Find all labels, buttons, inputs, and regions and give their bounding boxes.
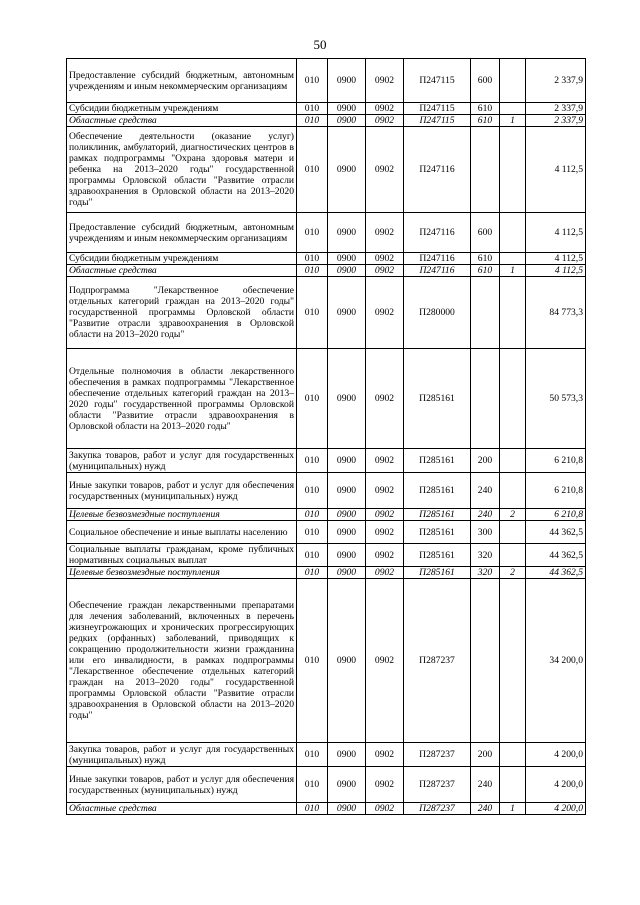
- table-row: [67, 579, 586, 743]
- table-row: [67, 127, 586, 213]
- table-row: [67, 449, 586, 473]
- row-ministry-code: 010: [297, 349, 328, 449]
- row-amount: 4 200,0: [526, 743, 586, 767]
- table-row: [67, 567, 586, 579]
- row-section-code: 0900: [328, 115, 366, 127]
- table-row: [67, 253, 586, 265]
- table-row: [67, 115, 586, 127]
- row-amount: 4 112,5: [526, 213, 586, 253]
- table-body: [67, 59, 586, 815]
- row-section-code: 0900: [328, 579, 366, 743]
- row-subsection-code: 0902: [366, 265, 404, 277]
- row-description: Субсидии бюджетным учреждениям: [67, 253, 297, 265]
- row-subsection-code: 0902: [366, 579, 404, 743]
- table-row: [67, 103, 586, 115]
- row-subsection-code: 0902: [366, 59, 404, 103]
- row-ministry-code: 010: [297, 544, 328, 567]
- row-amount: 6 210,8: [526, 509, 586, 521]
- row-description: Целевые безвозмездные поступления: [67, 509, 297, 521]
- row-funding-source-code: [500, 59, 526, 103]
- row-subsection-code: 0902: [366, 509, 404, 521]
- row-subsection-code: 0902: [366, 743, 404, 767]
- row-amount: 34 200,0: [526, 579, 586, 743]
- row-amount: 4 200,0: [526, 767, 586, 803]
- row-section-code: 0900: [328, 213, 366, 253]
- row-ministry-code: 010: [297, 509, 328, 521]
- budget-table: [66, 58, 586, 815]
- row-expense-type-code: 200: [471, 449, 500, 473]
- row-section-code: 0900: [328, 253, 366, 265]
- row-expense-type-code: 200: [471, 743, 500, 767]
- row-expense-type-code: 610: [471, 253, 500, 265]
- row-subsection-code: 0902: [366, 521, 404, 544]
- table-row: [67, 509, 586, 521]
- row-ministry-code: 010: [297, 127, 328, 213]
- row-ministry-code: 010: [297, 743, 328, 767]
- row-subsection-code: 0902: [366, 127, 404, 213]
- row-section-code: 0900: [328, 277, 366, 349]
- row-section-code: 0900: [328, 743, 366, 767]
- row-expense-type-code: [471, 349, 500, 449]
- row-expense-type-code: 610: [471, 103, 500, 115]
- row-section-code: 0900: [328, 59, 366, 103]
- row-expense-type-code: 600: [471, 213, 500, 253]
- row-subsection-code: 0902: [366, 103, 404, 115]
- table-row: [67, 349, 586, 449]
- row-expense-type-code: 240: [471, 803, 500, 815]
- row-expense-type-code: 240: [471, 767, 500, 803]
- row-target-item-code: П287237: [404, 803, 471, 815]
- row-section-code: 0900: [328, 803, 366, 815]
- row-description: Обеспечение граждан лекарственными препаратами для лечения заболеваний, включенных в перечень жизнеугрожающих и хронических прогрессирующих редких (орфанных) заболеваний, приводящих к сокращению продолжительности жизни гражданина или его инвалидности, в рамках подпрограммы "Лекарственное обеспечение отдельных категорий граждан на 2013–2020 годы" государственной программы Орловской области "Развитие отрасли здравоохранения в Орловской области на 2013–2020 годы": [67, 579, 297, 743]
- row-amount: 4 112,5: [526, 265, 586, 277]
- row-ministry-code: 010: [297, 213, 328, 253]
- table-row: [67, 277, 586, 349]
- row-description: Областные средства: [67, 803, 297, 815]
- row-amount: 44 362,5: [526, 567, 586, 579]
- row-amount: 2 337,9: [526, 115, 586, 127]
- row-funding-source-code: [500, 579, 526, 743]
- row-ministry-code: 010: [297, 567, 328, 579]
- row-expense-type-code: 610: [471, 265, 500, 277]
- row-section-code: 0900: [328, 509, 366, 521]
- row-target-item-code: П247116: [404, 253, 471, 265]
- row-amount: 44 362,5: [526, 544, 586, 567]
- row-target-item-code: П247116: [404, 265, 471, 277]
- row-expense-type-code: 240: [471, 509, 500, 521]
- row-target-item-code: П287237: [404, 743, 471, 767]
- row-subsection-code: 0902: [366, 253, 404, 265]
- row-amount: 4 112,5: [526, 127, 586, 213]
- row-description: Обеспечение деятельности (оказание услуг) поликлиник, амбулаторий, диагностических центров в рамках подпрограммы "Охрана здоровья матери и ребенка на 2013–2020 годы" государственной программы Орловской области "Развитие отрасли здравоохранения в Орловской области на 2013–2020 годы": [67, 127, 297, 213]
- row-target-item-code: П247116: [404, 127, 471, 213]
- row-expense-type-code: [471, 579, 500, 743]
- row-subsection-code: 0902: [366, 767, 404, 803]
- row-target-item-code: П285161: [404, 449, 471, 473]
- row-description: Областные средства: [67, 115, 297, 127]
- row-description: Областные средства: [67, 265, 297, 277]
- table-row: [67, 544, 586, 567]
- row-description: Иные закупки товаров, работ и услуг для обеспечения государственных (муниципальных) нужд: [67, 473, 297, 509]
- row-section-code: 0900: [328, 449, 366, 473]
- row-funding-source-code: [500, 743, 526, 767]
- table-row: [67, 265, 586, 277]
- row-subsection-code: 0902: [366, 544, 404, 567]
- row-ministry-code: 010: [297, 767, 328, 803]
- row-expense-type-code: 320: [471, 567, 500, 579]
- row-expense-type-code: 600: [471, 59, 500, 103]
- row-ministry-code: 010: [297, 803, 328, 815]
- table-row: [67, 213, 586, 253]
- row-description: Отдельные полномочия в области лекарственного обеспечения в рамках подпрограммы "Лекарственное обеспечение отдельных категорий граждан на 2013–2020 годы" государственной программы Орловской области "Развитие отрасли здравоохранения в Орловской области на 2013–2020 годы": [67, 349, 297, 449]
- row-amount: 84 773,3: [526, 277, 586, 349]
- row-subsection-code: 0902: [366, 473, 404, 509]
- row-section-code: 0900: [328, 265, 366, 277]
- row-amount: 44 362,5: [526, 521, 586, 544]
- row-expense-type-code: [471, 277, 500, 349]
- row-funding-source-code: [500, 253, 526, 265]
- row-description: Закупка товаров, работ и услуг для государственных (муниципальных) нужд: [67, 449, 297, 473]
- row-target-item-code: П285161: [404, 544, 471, 567]
- table-row: [67, 59, 586, 103]
- row-funding-source-code: [500, 127, 526, 213]
- row-subsection-code: 0902: [366, 803, 404, 815]
- row-description: Социальные выплаты гражданам, кроме публичных нормативных социальных выплат: [67, 544, 297, 567]
- row-ministry-code: 010: [297, 449, 328, 473]
- row-expense-type-code: 610: [471, 115, 500, 127]
- table-row: [67, 803, 586, 815]
- row-description: Подпрограмма "Лекарственное обеспечение отдельных категорий граждан на 2013–2020 годы" государственной программы Орловской области "Развитие отрасли здравоохранения в Орловской области на 2013–2020 годы": [67, 277, 297, 349]
- row-description: Предоставление субсидий бюджетным, автономным учреждениям и иным некоммерческим организациям: [67, 213, 297, 253]
- row-target-item-code: П285161: [404, 509, 471, 521]
- row-section-code: 0900: [328, 567, 366, 579]
- row-description: Социальное обеспечение и иные выплаты населению: [67, 521, 297, 544]
- row-amount: 4 112,5: [526, 253, 586, 265]
- row-ministry-code: 010: [297, 103, 328, 115]
- row-ministry-code: 010: [297, 253, 328, 265]
- row-ministry-code: 010: [297, 265, 328, 277]
- row-funding-source-code: 2: [500, 509, 526, 521]
- row-ministry-code: 010: [297, 277, 328, 349]
- table-row: [67, 521, 586, 544]
- row-description: Предоставление субсидий бюджетным, автономным учреждениям и иным некоммерческим организациям: [67, 59, 297, 103]
- row-funding-source-code: [500, 544, 526, 567]
- row-funding-source-code: 1: [500, 265, 526, 277]
- row-target-item-code: П247115: [404, 115, 471, 127]
- row-amount: 2 337,9: [526, 103, 586, 115]
- row-section-code: 0900: [328, 544, 366, 567]
- row-description: Субсидии бюджетным учреждениям: [67, 103, 297, 115]
- row-expense-type-code: 300: [471, 521, 500, 544]
- row-section-code: 0900: [328, 349, 366, 449]
- row-ministry-code: 010: [297, 521, 328, 544]
- row-section-code: 0900: [328, 473, 366, 509]
- row-funding-source-code: 2: [500, 567, 526, 579]
- row-target-item-code: П280000: [404, 277, 471, 349]
- row-subsection-code: 0902: [366, 115, 404, 127]
- row-expense-type-code: 320: [471, 544, 500, 567]
- row-subsection-code: 0902: [366, 213, 404, 253]
- row-description: Иные закупки товаров, работ и услуг для обеспечения государственных (муниципальных) нужд: [67, 767, 297, 803]
- row-subsection-code: 0902: [366, 449, 404, 473]
- table-row: [67, 743, 586, 767]
- row-funding-source-code: 1: [500, 115, 526, 127]
- row-funding-source-code: [500, 277, 526, 349]
- row-section-code: 0900: [328, 521, 366, 544]
- row-ministry-code: 010: [297, 579, 328, 743]
- row-expense-type-code: [471, 127, 500, 213]
- row-target-item-code: П285161: [404, 521, 471, 544]
- row-section-code: 0900: [328, 103, 366, 115]
- row-funding-source-code: [500, 449, 526, 473]
- row-ministry-code: 010: [297, 59, 328, 103]
- page-number: 50: [313, 37, 327, 52]
- row-funding-source-code: [500, 103, 526, 115]
- row-funding-source-code: [500, 213, 526, 253]
- row-funding-source-code: [500, 767, 526, 803]
- row-amount: 6 210,8: [526, 449, 586, 473]
- row-expense-type-code: 240: [471, 473, 500, 509]
- row-amount: 4 200,0: [526, 803, 586, 815]
- row-description: Целевые безвозмездные поступления: [67, 567, 297, 579]
- row-target-item-code: П287237: [404, 767, 471, 803]
- row-subsection-code: 0902: [366, 567, 404, 579]
- row-ministry-code: 010: [297, 473, 328, 509]
- row-amount: 2 337,9: [526, 59, 586, 103]
- row-section-code: 0900: [328, 127, 366, 213]
- row-target-item-code: П287237: [404, 579, 471, 743]
- table-row: [67, 767, 586, 803]
- row-section-code: 0900: [328, 767, 366, 803]
- row-target-item-code: П285161: [404, 473, 471, 509]
- row-target-item-code: П247115: [404, 103, 471, 115]
- row-subsection-code: 0902: [366, 277, 404, 349]
- row-target-item-code: П285161: [404, 567, 471, 579]
- row-funding-source-code: [500, 521, 526, 544]
- table-row: [67, 473, 586, 509]
- row-amount: 50 573,3: [526, 349, 586, 449]
- row-target-item-code: П285161: [404, 349, 471, 449]
- row-funding-source-code: [500, 349, 526, 449]
- row-funding-source-code: 1: [500, 803, 526, 815]
- row-ministry-code: 010: [297, 115, 328, 127]
- row-amount: 6 210,8: [526, 473, 586, 509]
- row-target-item-code: П247116: [404, 213, 471, 253]
- row-subsection-code: 0902: [366, 349, 404, 449]
- row-description: Закупка товаров, работ и услуг для государственных (муниципальных) нужд: [67, 743, 297, 767]
- row-funding-source-code: [500, 473, 526, 509]
- row-target-item-code: П247115: [404, 59, 471, 103]
